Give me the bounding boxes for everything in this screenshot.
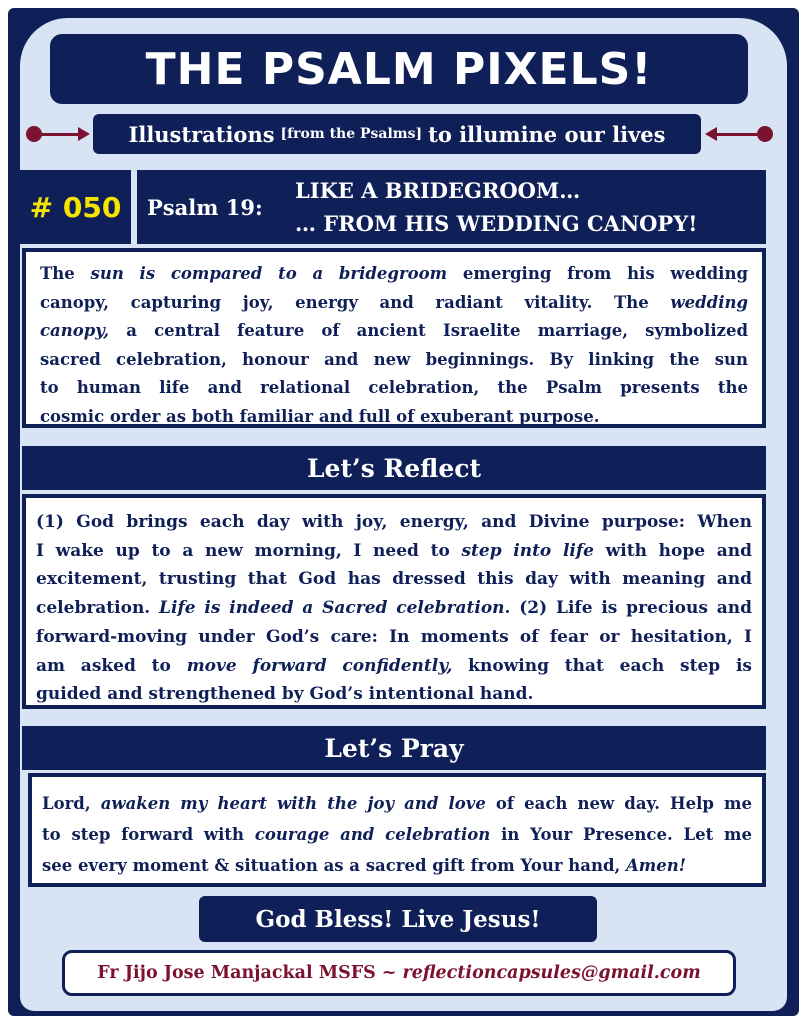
subtitle-text: Illustrations — [128, 121, 275, 147]
pray-heading: Let’s Pray — [22, 726, 766, 770]
reflect-paragraph: (1) God brings each day with joy, energy, and Divine purpose: When I wake up to a new morning, I need to step into life with hope and excitement, trusting that God has dressed this day with meaning and celebration. Life is indeed a Sacred celebration. (2) Life is precious and forward-moving under God’s care: In moments of fear or hesitation, I am asked to move forward confidently, knowing that each step is guided and strengthened by God’s intentional hand. — [22, 494, 766, 709]
psalm-title — [295, 174, 697, 240]
author-separator: ~ — [381, 963, 397, 983]
psalm-title-line1: LIKE A BRIDEGROOM… — [295, 178, 581, 203]
intro-paragraph: The sun is compared to a bridegroom emerging from his wedding canopy, capturing joy, energy and radiant vitality. The wedding canopy, a central feature of ancient Israelite marriage, symbolized sacred celebration, honour and new beginnings. By linking the sun to human life and relational celebration, the Psalm presents the cosmic order as both familiar and full of exuberant purpose. — [22, 248, 766, 428]
author-footer — [62, 950, 736, 996]
author-name: Fr Jijo Jose Manjackal MSFS — [97, 963, 376, 983]
arrow-left-icon — [26, 124, 94, 144]
psalm-reference: Psalm 19: — [147, 195, 263, 220]
page-title: THE PSALM PIXELS! — [50, 34, 748, 104]
subtitle-small-text: [from the Psalms] — [280, 126, 423, 142]
psalm-number-badge: # 050 — [20, 170, 131, 244]
blessing-banner: God Bless! Live Jesus! — [199, 896, 597, 942]
subtitle-banner — [93, 114, 701, 154]
psalm-header — [137, 170, 766, 244]
reflect-heading: Let’s Reflect — [22, 446, 766, 490]
prayer-paragraph: Lord, awaken my heart with the joy and love of each new day. Help me to step forward with courage and celebration in Your Presence. Let me see every moment & situation as a sacred gift from Your hand, Amen! — [28, 773, 766, 887]
author-email: reflectioncapsules@gmail.com — [402, 963, 701, 983]
arrow-right-icon — [705, 124, 773, 144]
psalm-title-line2: … FROM HIS WEDDING CANOPY! — [295, 211, 698, 236]
subtitle-text-end: to illumine our lives — [428, 121, 666, 147]
